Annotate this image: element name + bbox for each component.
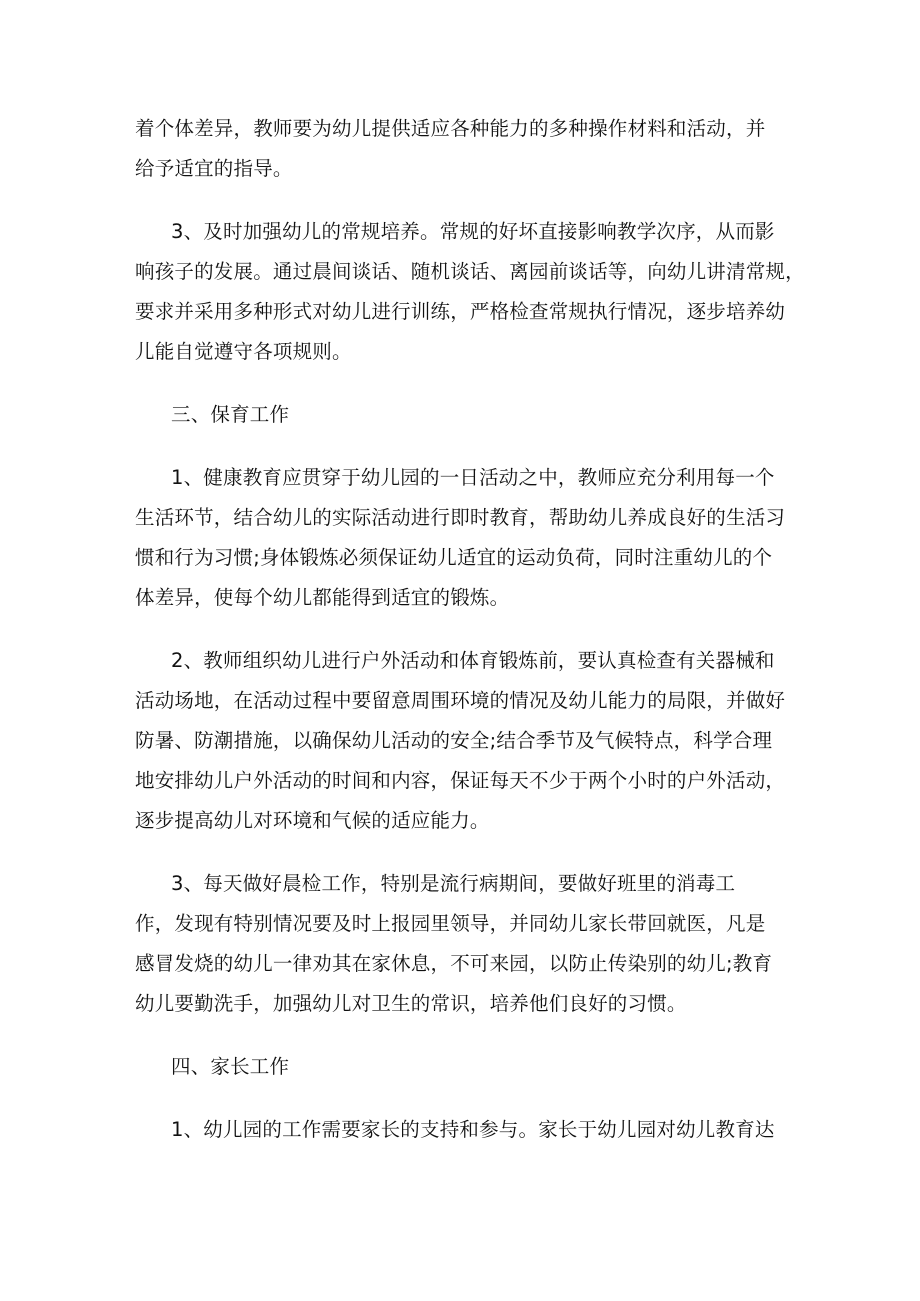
text-line: 体差异，使每个幼儿都能得到适宜的锻炼。 bbox=[135, 586, 510, 609]
text-line: 要求并采用多种形式对幼儿进行训练，严格检查常规执行情况，逐步培养幼 bbox=[135, 300, 786, 323]
paragraph-gap bbox=[135, 435, 795, 458]
paragraph bbox=[135, 458, 795, 618]
text-line: 生活环节，结合幼儿的实际活动进行即时教育，帮助幼儿养成良好的生活习 bbox=[135, 506, 786, 529]
text-line: 2、教师组织幼儿进行户外活动和体育锻炼前，要认真检查有关器械和 bbox=[171, 649, 775, 672]
section-heading bbox=[135, 1047, 795, 1087]
paragraph-gap bbox=[135, 841, 795, 864]
paragraph-gap bbox=[135, 372, 795, 395]
text-line: 3、每天做好晨检工作，特别是流行病期间，要做好班里的消毒工 bbox=[171, 872, 736, 895]
text-line: 作，发现有特别情况要及时上报园里领导，并同幼儿家长带回就医，凡是 bbox=[135, 912, 766, 935]
text-line: 1、健康教育应贯穿于幼儿园的一日活动之中，教师应充分利用每一个 bbox=[171, 466, 775, 489]
paragraph-gap bbox=[135, 189, 795, 212]
text-line: 1、幼儿园的工作需要家长的支持和参与。家长于幼儿园对幼儿教育达 bbox=[171, 1118, 775, 1141]
text-line: 防暑、防潮措施，以确保幼儿活动的安全;结合季节及气候特点，科学合理 bbox=[135, 729, 773, 752]
text-line: 3、及时加强幼儿的常规培养。常规的好坏直接影响教学次序，从而影 bbox=[171, 220, 775, 243]
paragraph bbox=[135, 641, 795, 841]
text-line: 幼儿要勤洗手，加强幼儿对卫生的常识，培养他们良好的习惯。 bbox=[135, 992, 687, 1015]
paragraph bbox=[135, 1110, 795, 1150]
text-line: 给予适宜的指导。 bbox=[135, 157, 293, 180]
text-line: 着个体差异，教师要为幼儿提供适应各种能力的多种操作材料和活动，并 bbox=[135, 117, 766, 140]
text-line: 响孩子的发展。通过晨间谈话、随机谈话、离园前谈话等，向幼儿讲清常规， bbox=[135, 260, 805, 283]
paragraph-gap bbox=[135, 1024, 795, 1047]
paragraph bbox=[135, 864, 795, 1024]
text-line: 感冒发烧的幼儿一律劝其在家休息，不可来园，以防止传染别的幼儿;教育 bbox=[135, 952, 773, 975]
section-heading bbox=[135, 395, 795, 435]
text-line: 惯和行为习惯;身体锻炼必须保证幼儿适宜的运动负荷，同时注重幼儿的个 bbox=[135, 546, 773, 569]
heading-text: 三、保育工作 bbox=[171, 403, 290, 426]
text-line: 儿能自觉遵守各项规则。 bbox=[135, 340, 352, 363]
text-line: 地安排幼儿户外活动的时间和内容，保证每天不少于两个小时的户外活动， bbox=[135, 769, 786, 792]
text-line: 活动场地，在活动过程中要留意周围环境的情况及幼儿能力的局限，并做好 bbox=[135, 689, 786, 712]
heading-text: 四、家长工作 bbox=[171, 1055, 290, 1078]
paragraph bbox=[135, 212, 805, 372]
document-body bbox=[135, 109, 805, 1150]
text-line: 逐步提高幼儿对环境和气候的适应能力。 bbox=[135, 809, 490, 832]
paragraph-gap bbox=[135, 1087, 795, 1110]
paragraph-gap bbox=[135, 618, 795, 641]
paragraph bbox=[135, 109, 795, 189]
